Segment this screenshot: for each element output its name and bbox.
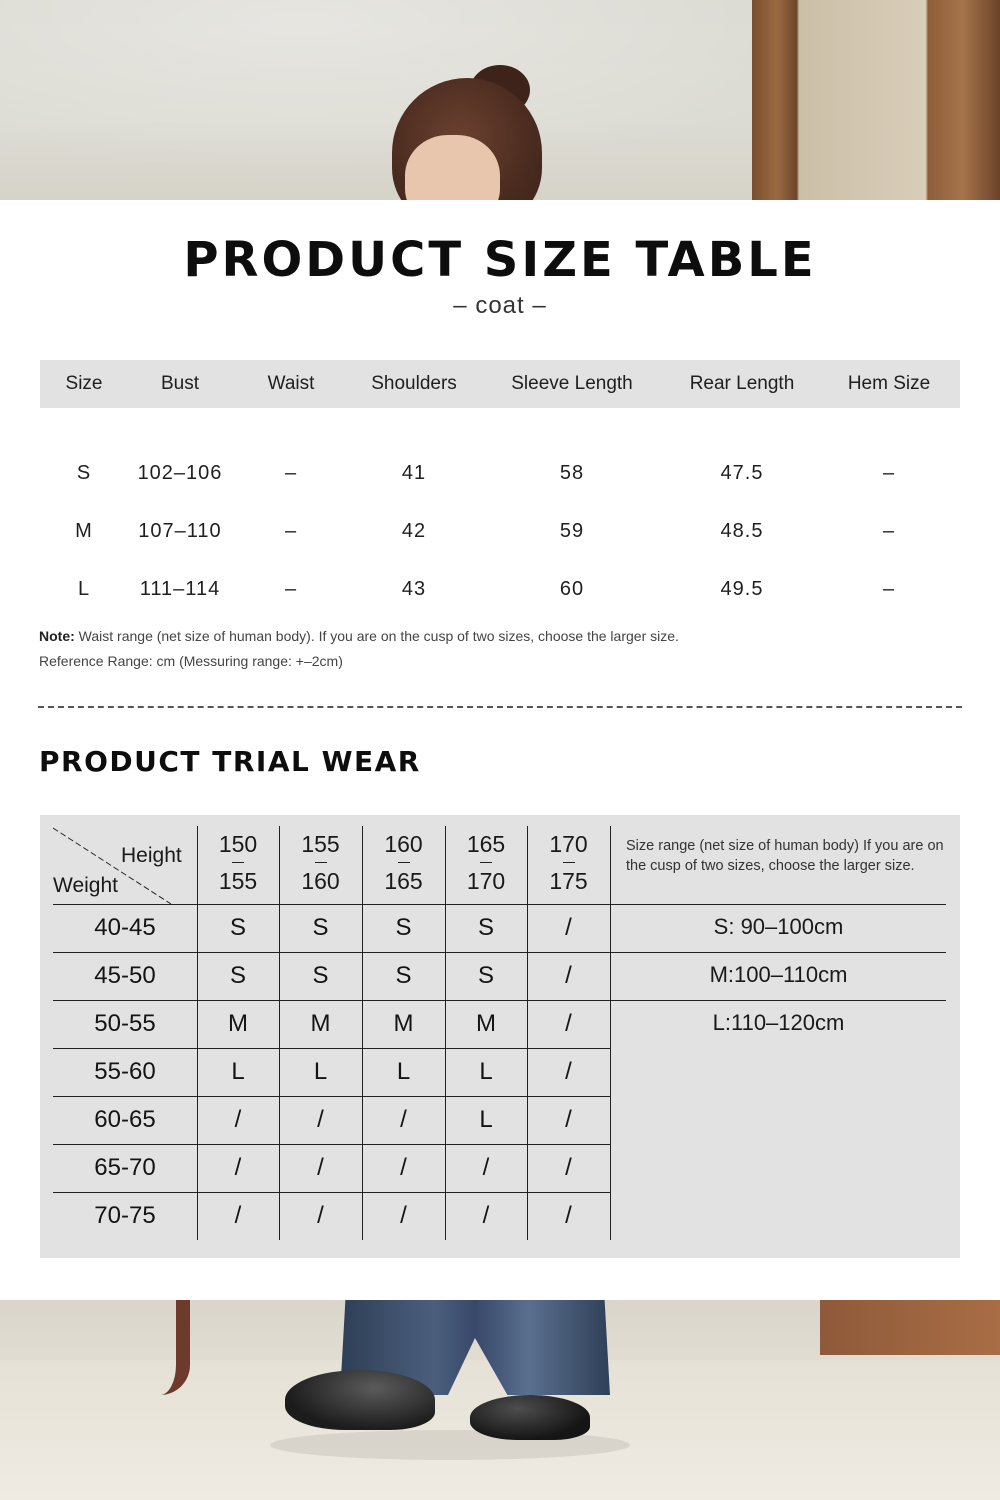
header-cell: Shoulders bbox=[371, 373, 457, 394]
weight-label: 50-55 bbox=[94, 1010, 156, 1037]
trial-wear-title: PRODUCT TRIAL WEAR bbox=[39, 745, 421, 778]
height-column-header bbox=[362, 826, 445, 904]
wooden-frame bbox=[752, 0, 1000, 200]
fit-size-cell: / bbox=[234, 1106, 242, 1133]
fit-size-cell: S bbox=[477, 962, 494, 989]
header-cell: Size bbox=[65, 373, 103, 394]
grid-line bbox=[53, 904, 946, 905]
fit-size-cell: S bbox=[229, 914, 246, 941]
height-column-header bbox=[197, 826, 279, 904]
wooden-box bbox=[820, 1300, 1000, 1355]
table-cell: 58 bbox=[559, 461, 585, 484]
note-text: Waist range (net size of human body). If you are on the cusp of two sizes, choose the larger size. bbox=[78, 628, 679, 644]
weight-label: 60-65 bbox=[94, 1106, 156, 1133]
height-to: 165 bbox=[384, 868, 423, 894]
range-dash bbox=[232, 862, 244, 863]
fit-size-cell: L bbox=[313, 1058, 328, 1085]
size-note bbox=[39, 624, 679, 674]
table-cell: 42 bbox=[401, 519, 427, 542]
height-to: 160 bbox=[301, 868, 340, 894]
table-cell: 102–106 bbox=[137, 461, 223, 484]
bottom-model-photo bbox=[0, 1300, 1000, 1500]
grid-line bbox=[445, 826, 446, 1240]
table-cell: – bbox=[284, 519, 298, 542]
fit-size-cell: L bbox=[231, 1058, 245, 1085]
fit-size-cell: S bbox=[395, 962, 412, 989]
model-face bbox=[405, 135, 500, 200]
fit-size-cell: M bbox=[393, 1010, 414, 1037]
weight-axis-label: Weight bbox=[53, 874, 118, 897]
height-from: 160 bbox=[384, 831, 423, 857]
range-dash bbox=[480, 862, 492, 863]
product-type-subtitle: – coat – bbox=[453, 292, 547, 319]
fit-size-cell: L bbox=[479, 1106, 493, 1133]
fit-size-cell: / bbox=[400, 1154, 407, 1181]
grid-line bbox=[53, 952, 946, 953]
table-cell: – bbox=[882, 461, 896, 484]
header-cell: Rear Length bbox=[689, 373, 795, 394]
fit-size-cell: / bbox=[234, 1202, 242, 1229]
table-cell: L bbox=[77, 577, 91, 600]
table-cell: – bbox=[882, 519, 896, 542]
reference-range: Reference Range: cm (Messuring range: +–2cm) bbox=[39, 653, 343, 669]
table-cell: 59 bbox=[559, 519, 585, 542]
header-cell: Hem Size bbox=[847, 373, 931, 394]
fit-size-cell: S bbox=[312, 962, 329, 989]
grid-line bbox=[53, 1000, 946, 1001]
range-dash bbox=[398, 862, 410, 863]
table-cell: S bbox=[76, 461, 92, 484]
fit-size-cell: M bbox=[228, 1010, 248, 1037]
height-from: 155 bbox=[301, 831, 340, 857]
size-table-header bbox=[40, 360, 960, 408]
fit-size-cell: / bbox=[400, 1202, 407, 1229]
table-cell: 43 bbox=[401, 577, 427, 600]
fit-size-cell: L bbox=[479, 1058, 493, 1085]
table-cell: – bbox=[882, 577, 896, 600]
bust-range-item: M:100–110cm bbox=[709, 962, 848, 987]
table-cell: 107–110 bbox=[138, 519, 222, 542]
height-from: 150 bbox=[218, 831, 258, 857]
weight-label: 65-70 bbox=[94, 1154, 156, 1181]
grid-line bbox=[362, 826, 363, 1240]
fit-size-cell: S bbox=[312, 914, 329, 941]
table-row bbox=[40, 560, 960, 618]
table-cell: – bbox=[284, 577, 298, 600]
table-cell: 41 bbox=[401, 461, 427, 484]
height-from: 170 bbox=[549, 831, 588, 857]
fit-size-cell: / bbox=[565, 1010, 572, 1037]
weight-label: 55-60 bbox=[94, 1058, 156, 1085]
weight-label: 70-75 bbox=[94, 1202, 156, 1229]
fit-size-cell: S bbox=[229, 962, 246, 989]
note-label: Note: bbox=[39, 628, 75, 644]
size-range-note: Size range (net size of human body) If you are on the cusp of two sizes, choose the larger size. bbox=[626, 838, 944, 874]
page-title: PRODUCT SIZE TABLE bbox=[183, 232, 817, 288]
fit-size-cell: / bbox=[482, 1154, 490, 1181]
weight-label: 40-45 bbox=[94, 914, 156, 941]
fit-size-cell: / bbox=[565, 1202, 572, 1229]
fit-size-cell: M bbox=[310, 1010, 331, 1037]
height-to: 170 bbox=[466, 868, 506, 894]
table-cell: – bbox=[284, 461, 298, 484]
table-cell: 48.5 bbox=[720, 519, 764, 542]
height-column-header bbox=[527, 826, 610, 904]
table-cell: 111–114 bbox=[139, 577, 221, 600]
fit-size-cell: / bbox=[565, 1058, 572, 1085]
fit-size-cell: / bbox=[565, 1106, 572, 1133]
fit-size-cell: / bbox=[400, 1106, 407, 1133]
fit-size-cell: / bbox=[317, 1154, 324, 1181]
header-cell: Bust bbox=[160, 373, 200, 394]
weight-label: 45-50 bbox=[94, 962, 156, 989]
table-cell: 49.5 bbox=[720, 577, 764, 600]
table-row bbox=[40, 408, 960, 502]
top-model-photo bbox=[0, 0, 1000, 200]
table-cell: 60 bbox=[559, 577, 585, 600]
fit-size-cell: / bbox=[482, 1202, 490, 1229]
height-to: 175 bbox=[549, 868, 588, 894]
header-cell: Sleeve Length bbox=[511, 373, 633, 394]
height-axis-label: Height bbox=[121, 844, 182, 867]
bust-range-item: L:110–120cm bbox=[712, 1010, 845, 1035]
range-dash bbox=[563, 862, 575, 863]
fit-size-cell: / bbox=[565, 914, 572, 941]
range-dash bbox=[315, 862, 327, 863]
fit-size-cell: S bbox=[477, 914, 494, 941]
size-table bbox=[40, 360, 960, 618]
right-shoe bbox=[470, 1395, 590, 1440]
height-to: 155 bbox=[218, 868, 258, 894]
left-shoe bbox=[285, 1370, 435, 1430]
fit-size-cell: / bbox=[317, 1202, 324, 1229]
height-from: 165 bbox=[466, 831, 506, 857]
fit-size-cell: / bbox=[317, 1106, 324, 1133]
grid-line bbox=[527, 826, 528, 1240]
height-column-header bbox=[445, 826, 527, 904]
table-row bbox=[40, 502, 960, 560]
fit-size-cell: / bbox=[565, 962, 572, 989]
grid-line bbox=[197, 826, 198, 1240]
header-cell: Waist bbox=[267, 373, 315, 394]
fit-size-cell: S bbox=[395, 914, 412, 941]
bust-range-item: S: 90–100cm bbox=[713, 914, 844, 939]
height-column-header bbox=[279, 826, 362, 904]
chair-leg bbox=[150, 1300, 190, 1395]
table-cell: 47.5 bbox=[720, 461, 764, 484]
fit-size-cell: / bbox=[565, 1154, 572, 1181]
fit-size-cell: L bbox=[396, 1058, 411, 1085]
grid-line bbox=[279, 826, 280, 1240]
table-cell: M bbox=[75, 519, 93, 542]
fit-size-cell: / bbox=[234, 1154, 242, 1181]
fit-size-cell: M bbox=[476, 1010, 496, 1037]
section-divider bbox=[38, 706, 962, 708]
trial-wear-grid bbox=[53, 826, 946, 1246]
